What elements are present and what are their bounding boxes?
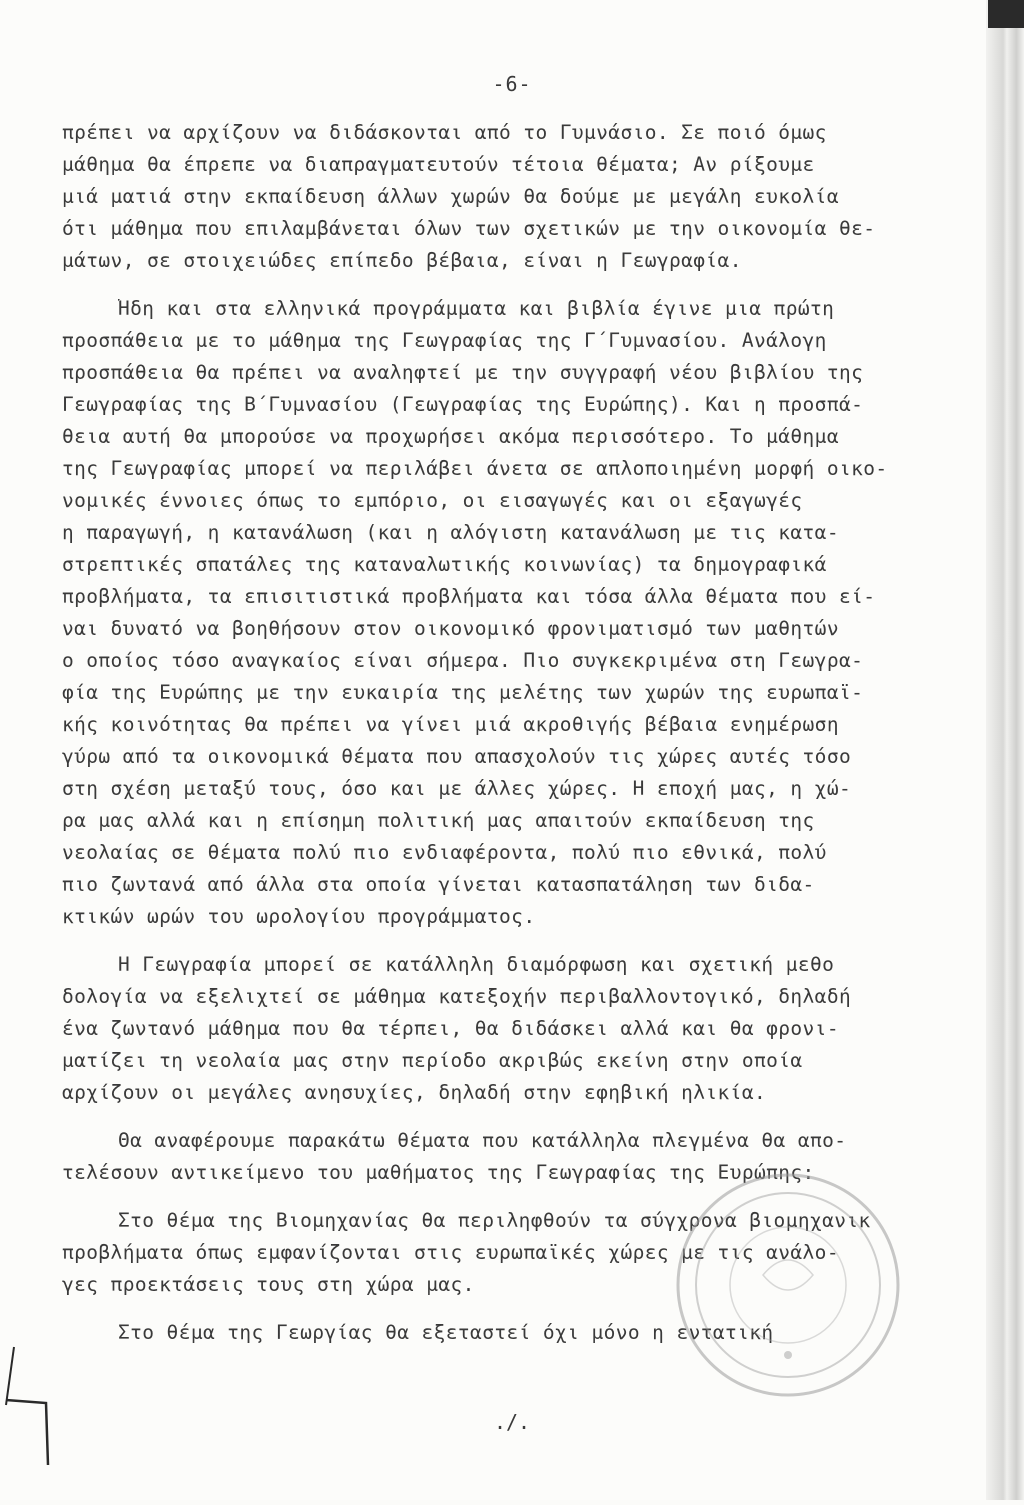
text-line: Ήδη και στα ελληνικά προγράμματα και βιβλία έγινε μια πρώτη bbox=[118, 297, 835, 320]
text-line: ότι μάθημα που επιλαμβάνεται όλων των σχετικών με την οικονομία θε- bbox=[62, 217, 876, 240]
page-number: -6- bbox=[492, 72, 532, 96]
text-line: προβλήματα, τα επισιτιστικά προβλήματα και τόσα άλλα θέματα που εί- bbox=[62, 585, 876, 608]
text-line: ένα ζωντανό μάθημα που θα τέρπει, θα διδάσκει αλλά και θα φρονι- bbox=[62, 1017, 839, 1040]
text-line: τελέσουν αντικείμενο του μαθήματος της Γεωγραφίας της Ευρώπης: bbox=[62, 1161, 815, 1184]
text-line: κής κοινότητας θα πρέπει να γίνει μιά ακροθιγής βέβαια ενημέρωση bbox=[62, 713, 839, 736]
text-line: προσπάθεια θα πρέπει να αναληφτεί με την συγγραφή νέου βιβλίου της bbox=[62, 361, 864, 384]
text-line: πρέπει να αρχίζουν να διδάσκονται από το Γυμνάσιο. Σε ποιό όμως bbox=[62, 121, 827, 144]
text-line: Στο θέμα της Βιομηχανίας θα περιληφθούν τα σύγχρονα βιομηχανικ bbox=[118, 1209, 871, 1232]
text-line: δολογία να εξελιχτεί σε μάθημα κατεξοχήν περιβαλλοντογικό, δηλαδή bbox=[62, 985, 852, 1008]
text-line: ματίζει τη νεολαία μας στην περίοδο ακριβώς εκείνη στην οποία bbox=[62, 1049, 803, 1072]
text-line: μιά ματιά στην εκπαίδευση άλλων χωρών θα δούμε με μεγάλη ευκολία bbox=[62, 185, 839, 208]
official-seal-stamp bbox=[668, 1165, 908, 1405]
text-line: Στο θέμα της Γεωργίας θα εξεταστεί όχι μόνο η εντατική bbox=[118, 1321, 774, 1344]
text-line: μάτων, σε στοιχειώδες επίπεδο βέβαια, είναι η Γεωγραφία. bbox=[62, 249, 742, 272]
text-line: στρεπτικές σπατάλες της καταναλωτικής κοινωνίας) τα δημογραφικά bbox=[62, 553, 827, 576]
margin-bracket-mark bbox=[0, 1345, 60, 1505]
text-line: γες προεκτάσεις τους στη χώρα μας. bbox=[62, 1273, 475, 1296]
text-line: θεια αυτή θα μπορούσε να προχωρήσει ακόμα περισσότερο. Το μάθημα bbox=[62, 425, 839, 448]
text-line: ναι δυνατό να βοηθήσουν στον οικονομικό φρονιματισμό των μαθητών bbox=[62, 617, 839, 640]
text-line: νομικές έννοιες όπως το εμπόριο, οι εισαγωγές και οι εξαγωγές bbox=[62, 489, 803, 512]
text-line: αρχίζουν οι μεγάλες ανησυχίες, δηλαδή στην εφηβική ηλικία. bbox=[62, 1081, 767, 1104]
text-line: της Γεωγραφίας μπορεί να περιλάβει άνετα σε απλοποιημένη μορφή οικο- bbox=[62, 457, 888, 480]
page-edge bbox=[986, 0, 1024, 1500]
text-line: η παραγωγή, η κατανάλωση (και η αλόγιστη κατανάλωση με τις κατα- bbox=[62, 521, 839, 544]
text-line: φία της Ευρώπης με την ευκαιρία της μελέτης των χωρών της ευρωπαϊ- bbox=[62, 681, 864, 704]
text-line: στη σχέση μεταξύ τους, όσο και με άλλες χώρες. Η εποχή μας, η χώ- bbox=[62, 777, 852, 800]
text-line: νεολαίας σε θέματα πολύ πιο ενδιαφέροντα, πολύ πιο εθνικά, πολύ bbox=[62, 841, 827, 864]
text-line: προσπάθεια με το μάθημα της Γεωγραφίας της Γ΄Γυμνασίου. Ανάλογη bbox=[62, 329, 827, 352]
text-line: κτικών ωρών του ωρολογίου προγράμματος. bbox=[62, 905, 536, 928]
scan-corner bbox=[988, 0, 1024, 28]
text-line: γύρω από τα οικονομικά θέματα που απασχολούν τις χώρες αυτές τόσο bbox=[62, 745, 852, 768]
text-line: μάθημα θα έπρεπε να διαπραγματευτούν τέτοια θέματα; Αν ρίξουμε bbox=[62, 153, 815, 176]
text-line: ρα μας αλλά και η επίσημη πολιτική μας απαιτούν εκπαίδευση της bbox=[62, 809, 815, 832]
text-line: πιο ζωντανά από άλλα στα οποία γίνεται κατασπατάληση των διδα- bbox=[62, 873, 815, 896]
text-line: Γεωγραφίας της Β΄Γυμνασίου (Γεωγραφίας της Ευρώπης). Και η προσπά- bbox=[62, 393, 864, 416]
continuation-mark: ./. bbox=[493, 1410, 531, 1434]
text-line: Η Γεωγραφία μπορεί σε κατάλληλη διαμόρφωση και σχετική μεθο bbox=[118, 953, 835, 976]
text-line: ο οποίος τόσο αναγκαίος είναι σήμερα. Πιο συγκεκριμένα στη Γεωγρα- bbox=[62, 649, 864, 672]
text-line: Θα αναφέρουμε παρακάτω θέματα που κατάλληλα πλεγμένα θα απο- bbox=[118, 1129, 847, 1152]
text-line: προβλήματα όπως εμφανίζονται στις ευρωπαϊκές χώρες με τις ανάλο- bbox=[62, 1241, 839, 1264]
